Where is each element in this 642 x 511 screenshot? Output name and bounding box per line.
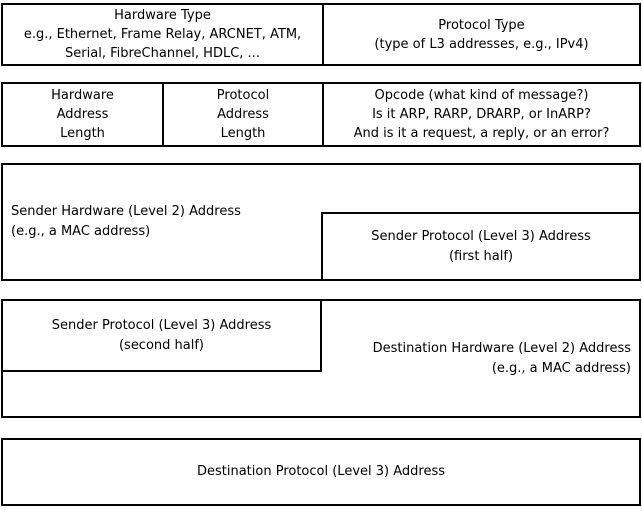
field-sender-hardware-address <box>11 165 309 279</box>
field-destination-protocol-address <box>1 438 641 506</box>
field-line: (e.g., a MAC address) <box>491 360 631 376</box>
field-line: (second half) <box>118 337 205 353</box>
field-line: Address <box>56 107 109 122</box>
field-line: (first half) <box>448 248 514 264</box>
field-line: Serial, FibreChannel, HDLC, ... <box>65 46 260 61</box>
field-sender-protocol-address-first-half <box>321 212 639 279</box>
row-destination-hardware <box>1 299 641 418</box>
field-hardware-address-length <box>3 84 164 145</box>
field-line: Sender Protocol (Level 3) Address <box>371 228 591 244</box>
field-line: Hardware Type <box>114 8 211 23</box>
field-line: Sender Protocol (Level 3) Address <box>51 317 272 333</box>
field-destination-hardware-address <box>333 301 631 416</box>
row-sender-hardware <box>1 163 641 281</box>
field-line: Protocol <box>216 88 270 103</box>
field-line: Address <box>217 107 269 122</box>
field-line: Destination Hardware (Level 2) Address <box>372 340 631 356</box>
field-line: (e.g., a MAC address) <box>11 224 151 239</box>
field-protocol-address-length <box>164 84 324 145</box>
field-line: Sender Hardware (Level 2) Address <box>11 204 241 219</box>
field-line: Destination Protocol (Level 3) Address <box>196 464 445 479</box>
field-protocol-type <box>324 5 639 64</box>
field-line: Is it ARP, RARP, DRARP, or InARP? <box>372 107 591 122</box>
field-sender-protocol-address-second-half <box>3 301 322 372</box>
field-line: Length <box>220 126 266 141</box>
field-line: Protocol Type <box>438 17 525 33</box>
row-length-opcode-fields <box>1 82 641 147</box>
field-opcode <box>324 84 639 145</box>
field-line: Length <box>60 126 105 141</box>
field-line: And is it a request, a reply, or an error? <box>353 126 610 141</box>
field-line: e.g., Ethernet, Frame Relay, ARCNET, ATM, <box>23 27 302 42</box>
field-line: Opcode (what kind of message?) <box>374 88 589 103</box>
field-hardware-type <box>3 5 324 64</box>
field-line: (type of L3 addresses, e.g., IPv4) <box>374 36 589 52</box>
field-line: Hardware <box>51 88 114 103</box>
row-type-fields <box>1 3 641 66</box>
